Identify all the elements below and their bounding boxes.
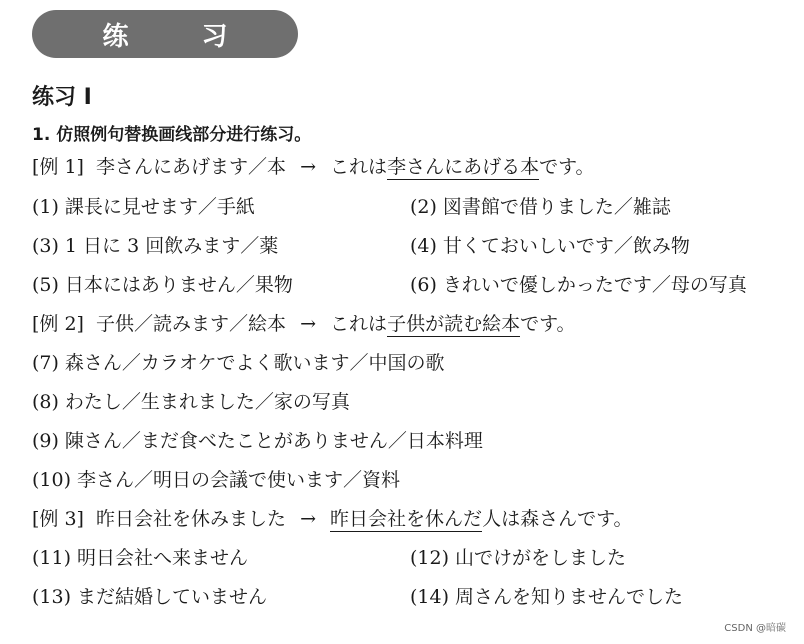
- item-1: [32, 198, 255, 217]
- item-text: 明日会社へ来ません: [77, 547, 249, 569]
- item-8: [32, 393, 350, 412]
- example-1-tag: [例 1]: [32, 156, 84, 178]
- item-number: (4): [410, 235, 437, 257]
- example-1: [32, 158, 595, 177]
- item-text: 山でけがをしました: [455, 547, 627, 569]
- example-2-pre: これは: [330, 313, 388, 335]
- item-9: [32, 432, 483, 451]
- arrow-icon: →: [300, 313, 316, 335]
- example-3-tag: [例 3]: [32, 508, 84, 530]
- example-2: [32, 315, 576, 334]
- item-text: 図書館で借りました／雑誌: [442, 196, 671, 218]
- item-text: 日本にはありません／果物: [64, 274, 293, 296]
- example-3-underlined: 昨日会社を休んだ: [330, 508, 483, 530]
- item-number: (11): [32, 547, 72, 569]
- item-text: 1 日に 3 回飲みます／薬: [64, 235, 279, 257]
- example-3: [32, 510, 633, 529]
- example-3-post: 人は森さんです。: [482, 508, 633, 530]
- item-text: 森さん／カラオケでよく歌います／中国の歌: [64, 352, 445, 374]
- item-text: 周さんを知りませんでした: [455, 586, 684, 608]
- instruction: 1. 仿照例句替换画线部分进行练习。: [32, 125, 312, 145]
- item-number: (7): [32, 352, 59, 374]
- item-number: (8): [32, 391, 59, 413]
- item-10: [32, 471, 400, 490]
- item-3: [32, 237, 278, 256]
- item-number: (13): [32, 586, 72, 608]
- item-2: [410, 198, 671, 217]
- item-text: 甘くておいしいです／飲み物: [442, 235, 690, 257]
- exercise-banner: 练 习: [32, 10, 298, 58]
- item-text: まだ結婚していません: [77, 586, 268, 608]
- section-title: 练习 I: [32, 85, 92, 110]
- item-7: [32, 354, 445, 373]
- example-2-post: です。: [520, 313, 576, 335]
- example-1-post: です。: [539, 156, 595, 178]
- item-4: [410, 237, 690, 256]
- item-11: [32, 549, 248, 568]
- item-text: わたし／生まれました／家の写真: [64, 391, 350, 413]
- arrow-icon: →: [300, 508, 316, 530]
- item-text: 陳さん／まだ食べたことがありません／日本料理: [64, 430, 483, 452]
- item-5: [32, 276, 293, 295]
- example-2-underlined: 子供が読む絵本: [387, 313, 521, 335]
- example-1-text: 李さんにあげます／本: [96, 156, 287, 178]
- item-13: [32, 588, 267, 607]
- item-number: (9): [32, 430, 59, 452]
- watermark-credit: CSDN @暗碳: [724, 623, 786, 634]
- item-number: (1): [32, 196, 59, 218]
- example-3-text: 昨日会社を休みました: [96, 508, 287, 530]
- item-number: (12): [410, 547, 450, 569]
- item-6: [410, 276, 747, 295]
- item-12: [410, 549, 626, 568]
- item-number: (3): [32, 235, 59, 257]
- arrow-icon: →: [300, 156, 316, 178]
- item-number: (2): [410, 196, 437, 218]
- example-1-pre: これは: [330, 156, 388, 178]
- example-2-text: 子供／読みます／絵本: [96, 313, 287, 335]
- item-number: (14): [410, 586, 450, 608]
- item-text: きれいで優しかったです／母の写真: [442, 274, 747, 296]
- item-text: 課長に見せます／手紙: [64, 196, 255, 218]
- example-1-underlined: 李さんにあげる本: [387, 156, 540, 178]
- item-text: 李さん／明日の会議で使います／資料: [77, 469, 401, 491]
- item-number: (5): [32, 274, 59, 296]
- item-14: [410, 588, 683, 607]
- item-number: (6): [410, 274, 437, 296]
- item-number: (10): [32, 469, 72, 491]
- example-2-tag: [例 2]: [32, 313, 84, 335]
